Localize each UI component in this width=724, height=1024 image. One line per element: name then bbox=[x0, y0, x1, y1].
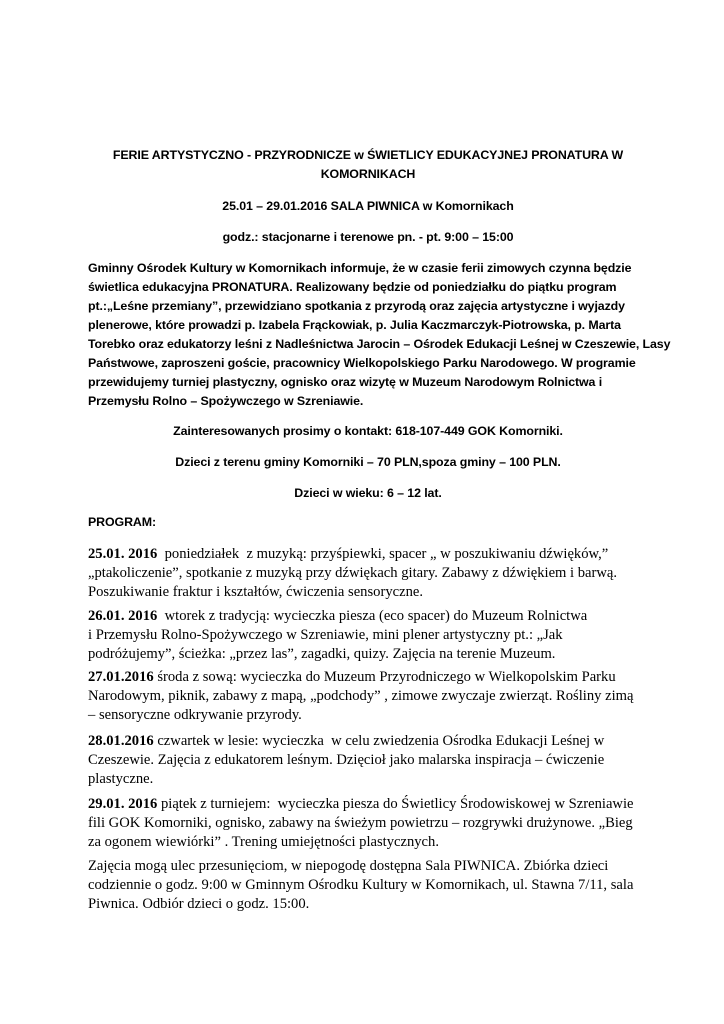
intro-line: Torebko oraz edukatorzy leśni z Nadleśnictwa Jarocin – Ośrodek Edukacji Leśnej w Czeszewie, Lasy bbox=[88, 337, 671, 351]
program-day-line bbox=[88, 668, 648, 687]
program-day-date: 25.01. 2016 bbox=[88, 546, 158, 562]
program-day-line bbox=[88, 795, 648, 814]
event-dates: 25.01 – 29.01.2016 SALA PIWNICA w Komornikach bbox=[222, 199, 514, 213]
program-day-date: 29.01. 2016 bbox=[88, 796, 158, 812]
program-day-line: Poszukiwanie fraktur i kształtów, ćwiczenia sensoryczne. bbox=[88, 584, 423, 600]
program-day-date: 26.01. 2016 bbox=[88, 608, 158, 624]
program-day-text: środa z sową: wycieczka do Muzeum Przyrodniczego w Wielkopolskim Parku bbox=[153, 669, 616, 685]
intro-line: plenerowe, które prowadzi p. Izabela Frąckowiak, p. Julia Kaczmarczyk-Piotrowska, p. Marta bbox=[88, 318, 621, 332]
intro-paragraph bbox=[88, 259, 671, 411]
program-day-line: „ptakoliczenie”, spotkanie z muzyką przy dźwiękach gitary. Zabawy z dźwiękiem i barwą. bbox=[88, 565, 618, 581]
closing-paragraph bbox=[88, 857, 648, 914]
document-page bbox=[88, 0, 671, 1024]
program-day-line: Narodowym, piknik, zabawy z mapą, „podchody” , zimowe zwyczaje zwierząt. Rośliny zimą bbox=[88, 688, 634, 704]
program-day-line bbox=[88, 607, 648, 626]
program-day-line bbox=[88, 545, 648, 564]
intro-line: Gminny Ośrodek Kultury w Komornikach informuje, że w czasie ferii zimowych czynna będzie bbox=[88, 261, 632, 275]
age-info: Dzieci w wieku: 6 – 12 lat. bbox=[294, 486, 442, 500]
program-day-line: plastyczne. bbox=[88, 771, 154, 787]
closing-line: codziennie o godz. 9:00 w Gminnym Ośrodku Kultury w Komornikach, ul. Stawna 7/11, sala bbox=[88, 877, 634, 893]
program-day-line: – sensoryczne odkrywanie przyrody. bbox=[88, 707, 302, 723]
program-day-line bbox=[88, 732, 648, 751]
program-day bbox=[88, 795, 648, 852]
closing-line: Piwnica. Odbiór dzieci o godz. 15:00. bbox=[88, 896, 310, 912]
contact-info: Zainteresowanych prosimy o kontakt: 618-107-449 GOK Komorniki. bbox=[173, 424, 563, 438]
title-line-1: FERIE ARTYSTYCZNO - PRZYRODNICZE w ŚWIETLICY EDUKACYJNEJ PRONATURA W bbox=[112, 148, 624, 162]
document-title bbox=[88, 146, 648, 184]
intro-line: Przemysłu Rolno – Spożywczego w Szreniawie. bbox=[88, 394, 364, 408]
program-day-line: podróżujemy”, ścieżka: „przez las”, zagadki, quizy. Zajęcia na terenie Muzeum. bbox=[88, 646, 556, 662]
intro-line: przewidujemy turniej plastyczny, ognisko oraz wizytę w Muzeum Narodowym Rolnictwa i bbox=[88, 375, 603, 389]
program-day bbox=[88, 732, 648, 789]
intro-line: Państwowe, zaproszeni goście, pracownicy Wielkopolskiego Parku Narodowego. W programie bbox=[88, 356, 636, 370]
program-day-line: fili GOK Komorniki, ognisko, zabawy na świeżym powietrzu – rozgrywki drużynowe. „Bieg bbox=[88, 815, 633, 831]
closing-line: Zajęcia mogą ulec przesunięciom, w niepogodę dostępna Sala PIWNICA. Zbiórka dzieci bbox=[88, 858, 609, 874]
program-day-text: piątek z turniejem: wycieczka piesza do Świetlicy Środowiskowej w Szreniawie bbox=[157, 796, 634, 812]
intro-line: świetlica edukacyjna PRONATURA. Realizowany będzie od poniedziałku do piątku program bbox=[88, 280, 617, 294]
price-info: Dzieci z terenu gminy Komorniki – 70 PLN,spoza gminy – 100 PLN. bbox=[175, 455, 561, 469]
program-heading: PROGRAM: bbox=[88, 515, 157, 529]
intro-line: pt.:„Leśne przemiany”, przewidziano spotkania z przyrodą oraz zajęcia artystyczne i wyjazdy bbox=[88, 299, 625, 313]
program-day-text: czwartek w lesie: wycieczka w celu zwiedzenia Ośrodka Edukacji Leśnej w bbox=[153, 733, 605, 749]
program-day bbox=[88, 545, 648, 602]
program-day-date: 27.01.2016 bbox=[88, 669, 154, 685]
program-day bbox=[88, 668, 648, 725]
program-day-text: poniedziałek z muzyką: przyśpiewki, spacer „ w poszukiwaniu dźwięków,” bbox=[157, 546, 609, 562]
program-day-line: i Przemysłu Rolno-Spożywczego w Szreniawie, mini plener artystyczny pt.: „Jak bbox=[88, 627, 563, 643]
program-day bbox=[88, 607, 648, 664]
title-line-2: KOMORNIKACH bbox=[320, 167, 416, 181]
program-day-line: Czeszewie. Zajęcia z edukatorem leśnym. Dzięcioł jako malarska inspiracja – ćwiczenie bbox=[88, 752, 605, 768]
program-day-text: wtorek z tradycją: wycieczka piesza (eco spacer) do Muzeum Rolnictwa bbox=[157, 608, 588, 624]
program-day-date: 28.01.2016 bbox=[88, 733, 154, 749]
program-day-line: za ogonem wiewiórki” . Trening umiejętności plastycznych. bbox=[88, 834, 439, 850]
event-hours: godz.: stacjonarne i terenowe pn. - pt. 9:00 – 15:00 bbox=[222, 230, 514, 244]
